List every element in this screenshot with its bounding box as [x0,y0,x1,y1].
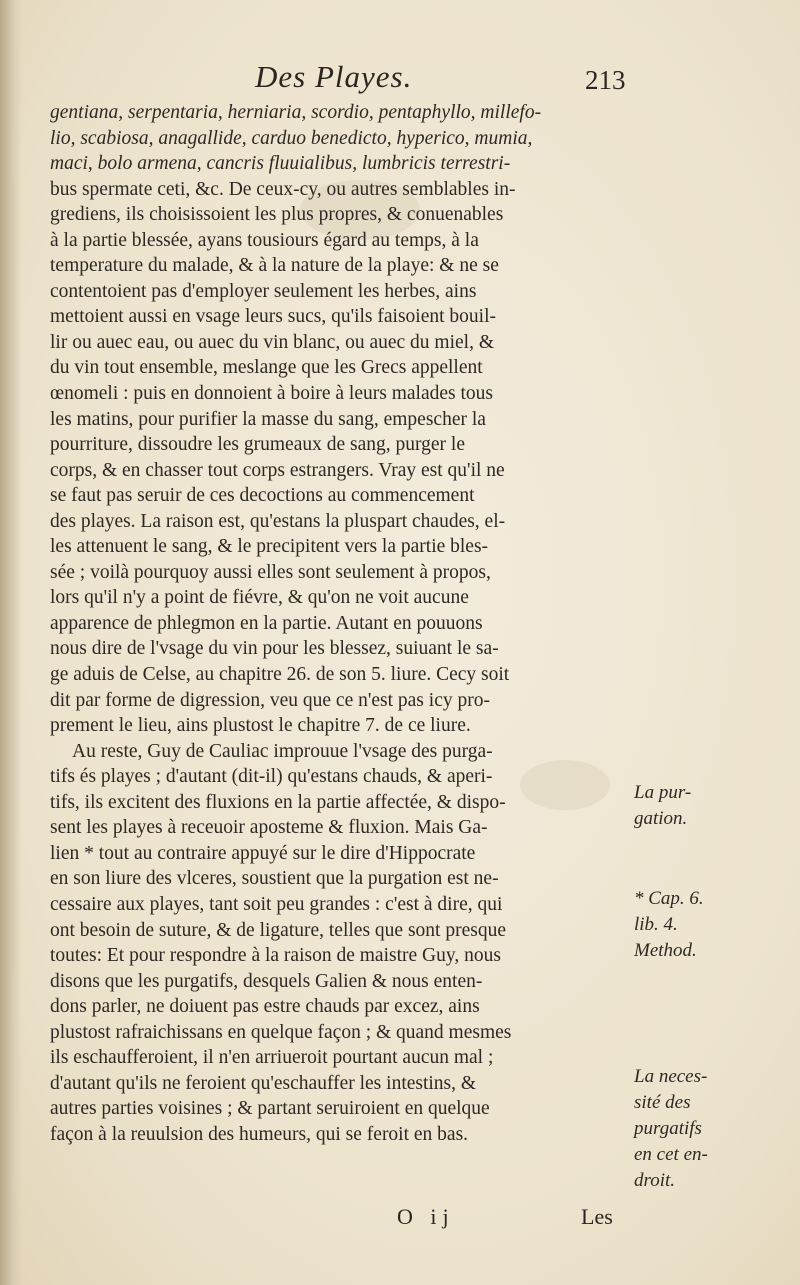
margin-note-necessity [634,1064,794,1194]
text-line: dons parler, ne doiuent pas estre chauds par excez, ains [50,996,480,1018]
text-line: dit par forme de digression, veu que ce n'est pas icy pro- [50,689,490,711]
text-line: ils eschaufferoient, il n'en arriueroit pourtant aucun mal ; [50,1047,494,1069]
page-number: 213 [585,65,626,95]
text-line: lir ou auec eau, ou auec du vin blanc, ou auec du miel, & [50,331,495,353]
text-line: tifs, ils excitent des fluxions en la partie affectée, & dispo- [50,791,506,813]
text-line: lien * tout au contraire appuyé sur le dire d'Hippocrate [50,842,476,864]
text-line: mettoient aussi en vsage leurs sucs, qu'ils faisoient bouil- [50,306,496,328]
text-line: contentoient pas d'employer seulement les herbes, ains [50,280,477,302]
text-line: sée ; voilà pourquoy aussi elles sont seulement à propos, [50,561,491,583]
margin-note-line: en cet en- [634,1144,708,1165]
margin-note-line: La neces- [634,1066,708,1087]
text-line: temperature du malade, & à la nature de la playe: & ne se [50,255,499,277]
body-text [50,100,630,1147]
text-line: lio, scabiosa, anagallide, carduo benedicto, hyperico, mumia, [50,127,533,149]
margin-note-purgation [634,780,794,832]
running-head [0,55,800,100]
margin-note-line: * Cap. 6. [634,888,704,909]
text-line: autres parties voisines ; & partant seruiroient en quelque [50,1098,490,1120]
text-line: du vin tout ensemble, meslange que les Grecs appellent [50,357,483,379]
margin-note-line: droit. [634,1170,675,1191]
text-line: ge aduis de Celse, au chapitre 26. de son 5. liure. Cecy soit [50,664,510,686]
margin-note-line: purgatifs [634,1118,702,1139]
text-line: façon à la reuulsion des humeurs, qui se feroit en bas. [50,1123,469,1145]
margin-note-line: sité des [634,1092,691,1113]
text-line: maci, bolo armena, cancris fluuialibus, lumbricis terrestri- [50,153,511,175]
text-line: toutes: Et pour respondre à la raison de maistre Guy, nous [50,945,501,967]
text-line: Au reste, Guy de Cauliac improuue l'vsage des purga- [72,740,493,762]
catchword: Les [581,1204,613,1229]
text-line: nous dire de l'vsage du vin pour les blessez, suiuant le sa- [50,638,499,660]
text-line: sent les playes à receuoir aposteme & fluxion. Mais Ga- [50,817,488,839]
text-line: corps, & en chasser tout corps estrangers. Vray est qu'il ne [50,459,505,481]
text-line: œnomeli : puis en donnoient à boire à leurs malades tous [50,383,493,405]
text-line: pourriture, dissoudre les grumeaux de sang, purger le [50,434,465,456]
text-line: d'autant qu'ils ne feroient qu'eschauffer les intestins, & [50,1072,477,1094]
text-line: bus spermate ceti, &c. De ceux-cy, ou autres semblables in- [50,178,516,200]
text-line: ont besoin de suture, & de ligature, telles que sont presque [50,919,506,941]
page-spine-shadow [0,0,22,1285]
signature-mark: O ij [397,1204,455,1229]
text-line: lors qu'il n'y a point de fiévre, & qu'on ne voit aucune [50,587,469,609]
text-line: prement le lieu, ains plustost le chapitre 7. de ce liure. [50,715,471,737]
text-line: grediens, ils choisissoient les plus propres, & conuenables [50,204,504,226]
margin-note-line: La pur- [634,782,692,803]
text-line: cessaire aux playes, tant soit peu grandes : c'est à dire, qui [50,893,503,915]
text-line: les attenuent le sang, & le precipitent vers la partie bles- [50,536,489,558]
text-line: tifs és playes ; d'autant (dit-il) qu'estans chauds, & aperi- [50,766,493,788]
text-line: apparence de phlegmon en la partie. Autant en pouuons [50,612,483,634]
text-line: à la partie blessée, ayans tousiours égard au temps, à la [50,229,479,251]
text-line: se faut pas seruir de ces decoctions au commencement [50,485,475,507]
text-line: disons que les purgatifs, desquels Galien & nous enten- [50,970,483,992]
margin-note-line: lib. 4. [634,914,678,935]
text-line: les matins, pour purifier la masse du sang, empescher la [50,408,486,430]
text-line: gentiana, serpentaria, herniaria, scordio, pentaphyllo, millefo- [50,102,542,123]
margin-note-line: gation. [634,808,688,829]
margin-note-reference [634,886,794,964]
text-line: des playes. La raison est, qu'estans la pluspart chaudes, el- [50,510,506,532]
running-head-title: Des Playes. [255,59,413,94]
text-line: plustost rafraichissans en quelque façon ; & quand mesmes [50,1021,512,1043]
text-line: en son liure des vlceres, soustient que la purgation est ne- [50,868,499,890]
margin-note-line: Method. [634,940,697,961]
page-footer [0,1202,800,1242]
